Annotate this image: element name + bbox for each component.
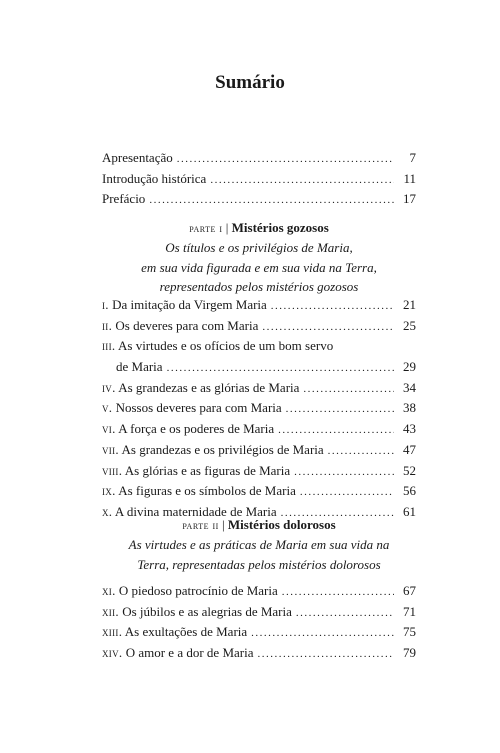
chapter-number: xii. — [102, 603, 119, 619]
toc-entry[interactable] — [102, 622, 416, 643]
toc-entry[interactable] — [102, 316, 416, 337]
part-heading — [102, 218, 416, 238]
toc-entry-page: 11 — [403, 170, 416, 186]
chapter-number: ii. — [102, 317, 113, 333]
chapter-number: iv. — [102, 379, 116, 395]
toc-entry-page: 29 — [403, 359, 416, 375]
toc-entry[interactable] — [102, 295, 416, 316]
page-title: Sumário — [215, 72, 285, 93]
toc-entry[interactable] — [102, 148, 416, 169]
toc-entry-page: 75 — [403, 624, 416, 640]
toc-entry-label: Nossos deveres para com Maria — [115, 400, 282, 416]
part-label: parte i — [189, 221, 223, 235]
toc-entry-page: 56 — [403, 483, 416, 499]
toc-entry[interactable] — [102, 419, 416, 440]
leader-dots — [257, 644, 394, 665]
chapter-number: v. — [102, 400, 113, 416]
leader-dots — [210, 170, 394, 191]
toc-entry-first-line[interactable] — [102, 336, 416, 357]
part-one-list — [102, 295, 416, 523]
toc-entry-label: Introdução histórica — [102, 170, 207, 186]
part-name: Mistérios dolorosos — [227, 517, 336, 532]
toc-entry-label: Da imitação da Virgem Maria — [112, 297, 267, 312]
toc-entry[interactable] — [102, 398, 416, 419]
chapter-number: vi. — [102, 421, 116, 437]
leader-dots — [251, 623, 394, 644]
leader-dots — [262, 317, 394, 338]
leader-dots — [303, 379, 394, 400]
toc-entry-label: Os júbilos e as alegrias de Maria — [122, 603, 292, 619]
chapter-number: vii. — [102, 441, 119, 457]
toc-entry-page: 47 — [403, 441, 416, 457]
subtitle-line: As virtudes e as práticas de Maria em sua vida na — [128, 537, 390, 552]
chapter-number: x. — [102, 503, 113, 519]
toc-entry-page: 71 — [403, 603, 416, 619]
leader-dots — [167, 358, 394, 379]
toc-entry[interactable] — [102, 378, 416, 399]
toc-entry[interactable] — [102, 357, 416, 378]
toc-entry[interactable] — [102, 440, 416, 461]
subtitle-line: em sua vida figurada e em sua vida na Terra, — [141, 259, 377, 275]
chapter-number: xiii. — [102, 624, 123, 640]
part-subtitle — [102, 238, 416, 297]
toc-entry-label: Prefácio — [102, 191, 146, 207]
part-separator: | — [225, 220, 229, 235]
leader-dots — [278, 420, 394, 441]
toc-entry-label: As grandezas e os privilégios de Maria — [121, 441, 324, 457]
leader-dots — [271, 296, 394, 317]
toc-entry-page: 38 — [403, 400, 416, 416]
toc-entry[interactable] — [102, 643, 416, 664]
toc-entry-page: 79 — [403, 645, 416, 661]
subtitle-line: representados pelos mistérios gozosos — [159, 279, 359, 294]
toc-entry-label: As glórias e as figuras de Maria — [124, 462, 291, 478]
toc-entry-label: As virtudes e os ofícios de um bom servo — [118, 338, 334, 354]
part-two-list — [102, 581, 416, 664]
part-one-header — [102, 218, 416, 297]
toc-entry-label: As figuras e os símbolos de Maria — [118, 483, 296, 499]
chapter-number: ix. — [102, 483, 116, 499]
toc-entry-page: 17 — [403, 191, 416, 207]
subtitle-line: Os títulos e os privilégios de Maria, — [165, 240, 353, 255]
chapter-number: i. — [102, 297, 109, 312]
part-name: Mistérios gozosos — [231, 220, 329, 235]
toc-entry-label: As grandezas e as glórias de Maria — [118, 379, 300, 395]
toc-entry-label: A força e os poderes de Maria — [118, 421, 275, 437]
leader-dots — [286, 399, 394, 420]
leader-dots — [149, 190, 394, 211]
leader-dots — [282, 582, 394, 603]
leader-dots — [294, 462, 394, 483]
toc-entry-label: Os deveres para com Maria — [115, 317, 259, 333]
part-heading — [102, 515, 416, 535]
part-two-header — [102, 515, 416, 574]
toc-entry-label: A divina maternidade de Maria — [114, 503, 277, 519]
toc-entry[interactable] — [102, 581, 416, 602]
leader-dots — [300, 482, 394, 503]
front-matter-list — [102, 148, 416, 210]
chapter-number: viii. — [102, 462, 123, 478]
chapter-number: xiv. — [102, 645, 123, 661]
chapter-number: iii. — [102, 338, 116, 354]
subtitle-line: Terra, representadas pelos mistérios dolorosos — [137, 556, 381, 572]
toc-entry[interactable] — [102, 169, 416, 190]
toc-entry-page: 43 — [403, 421, 416, 437]
toc-entry-page: 61 — [403, 503, 416, 519]
leader-dots — [328, 441, 394, 462]
toc-entry-label: O piedoso patrocínio de Maria — [118, 583, 278, 598]
toc-entry-label-continued: de Maria — [116, 359, 163, 375]
chapter-number: xi. — [102, 583, 116, 598]
toc-entry[interactable] — [102, 481, 416, 502]
leader-dots — [177, 149, 394, 170]
toc-entry-label: Apresentação — [102, 150, 173, 165]
part-label: parte ii — [182, 518, 219, 532]
toc-entry-label: As exultações de Maria — [124, 624, 248, 640]
toc-entry[interactable] — [102, 461, 416, 482]
leader-dots — [296, 603, 394, 624]
toc-entry-page: 52 — [403, 462, 416, 478]
part-separator: | — [222, 517, 225, 532]
toc-entry-page: 21 — [403, 297, 416, 312]
part-subtitle — [102, 535, 416, 574]
toc-entry-page: 7 — [409, 150, 416, 165]
toc-entry-page: 25 — [403, 317, 416, 333]
toc-entry-page: 34 — [403, 379, 416, 395]
toc-entry-label: O amor e a dor de Maria — [125, 645, 254, 661]
toc-entry-page: 67 — [403, 583, 416, 598]
toc-entry[interactable] — [102, 602, 416, 623]
toc-entry[interactable] — [102, 189, 416, 210]
